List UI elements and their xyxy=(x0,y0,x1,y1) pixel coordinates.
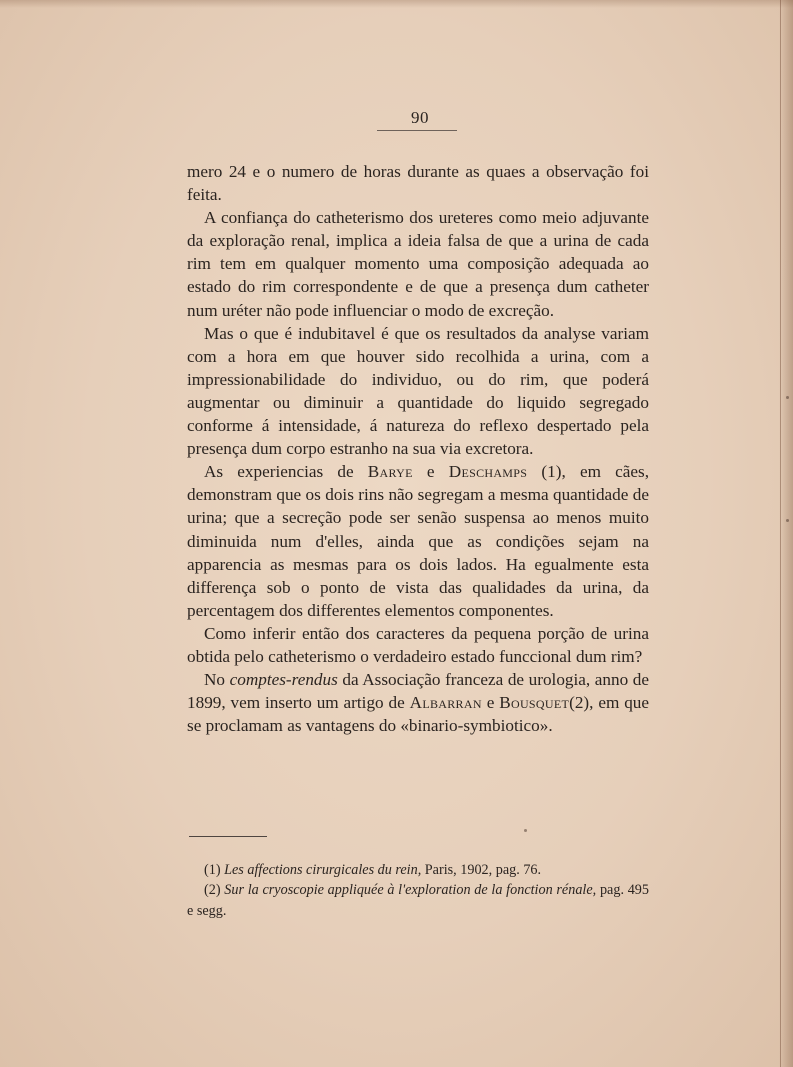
page-number-rule xyxy=(377,130,457,131)
paragraph-1: mero 24 e o numero de horas durante as quaes a observação foi feita. xyxy=(187,162,649,205)
paragraph-2: A confiança do catheterismo dos ureteres como meio adjuvante da exploração renal, implica a ideia falsa de que a urina de cada rim tem em qualquer momento uma composição adequada ao estado do rim correspondente e de que a presença dum catheter num uréter não pode influenciar o modo de excreção. xyxy=(187,208,649,320)
footnotes xyxy=(187,860,649,921)
paragraph-4-text-c: (1), em cães, demonstram que os dois rins não segregam a mesma quantidade de urina; que a secreção pode ser senão suspensa ao menos muito diminuida num d'elles, ainda que as condições sejam na apparencia as mesmas para os dois lados. Ha egualmente esta differença sob o ponto de vista das qualidades da urina, da percentagem dos differentes elementos componentes. xyxy=(187,462,649,620)
paragraph-4-text-a: As experiencias de xyxy=(204,462,354,482)
author-bousquet: Bousquet xyxy=(499,693,570,713)
page-number: 90 xyxy=(411,108,429,127)
footnote-2-marker: (2) xyxy=(204,882,221,899)
paper-speck xyxy=(786,396,789,399)
paragraph-6-text-c: e xyxy=(486,693,495,713)
paragraph-4-text-b: e xyxy=(426,462,435,482)
footnote-1 xyxy=(187,860,649,880)
page-right-shadow xyxy=(779,0,793,1067)
paragraph-4 xyxy=(187,460,649,622)
page-top-shadow xyxy=(0,0,793,8)
comptes-rendus-title: comptes-rendus xyxy=(229,670,338,690)
author-barye: Barye xyxy=(367,462,413,482)
paper-speck xyxy=(786,519,789,522)
footnote-1-title: Les affections cirurgicales du rein, xyxy=(224,862,422,878)
paragraph-6 xyxy=(187,668,649,737)
paragraph-6-text-b: da Associação franceza de urologia, anno de 1899, vem inserto um artigo de xyxy=(187,670,649,713)
author-deschamps: Deschamps xyxy=(448,462,528,482)
footnote-2-rest: pag. 495 e segg. xyxy=(187,882,649,919)
footnote-2-title: Sur la cryoscopie appliquée à l'exploration de la fonction rénale, xyxy=(224,882,597,899)
footnote-1-rest: Paris, 1902, pag. 76. xyxy=(424,862,542,878)
footnote-rule xyxy=(189,836,267,837)
body-text xyxy=(187,160,649,737)
paper-speck xyxy=(524,829,527,832)
paragraph-6-text-d: (2), em que se proclamam as vantagens do «binario-symbiotico». xyxy=(187,693,650,736)
paragraph-6-text-a: No xyxy=(204,670,226,690)
footnote-1-marker: (1) xyxy=(204,862,221,878)
author-albarran: Albarran xyxy=(409,693,482,713)
footnote-2 xyxy=(187,880,649,921)
paragraph-3: Mas o que é indubitavel é que os resultados da analyse variam com a hora em que houver sido recolhida a urina, com a impressionabilidade do individuo, ou do rim, que poderá augmentar ou diminuir a quantidade do liquido segregado conforme á intensidade, á natureza do reflexo despertado pela presença dum corpo estranho na sua via excretora. xyxy=(187,323,649,459)
paragraph-5: Como inferir então dos caracteres da pequena porção de urina obtida pelo catheterismo o verdadeiro estado funccional dum rim? xyxy=(187,623,649,666)
page-right-edge xyxy=(780,0,781,1067)
